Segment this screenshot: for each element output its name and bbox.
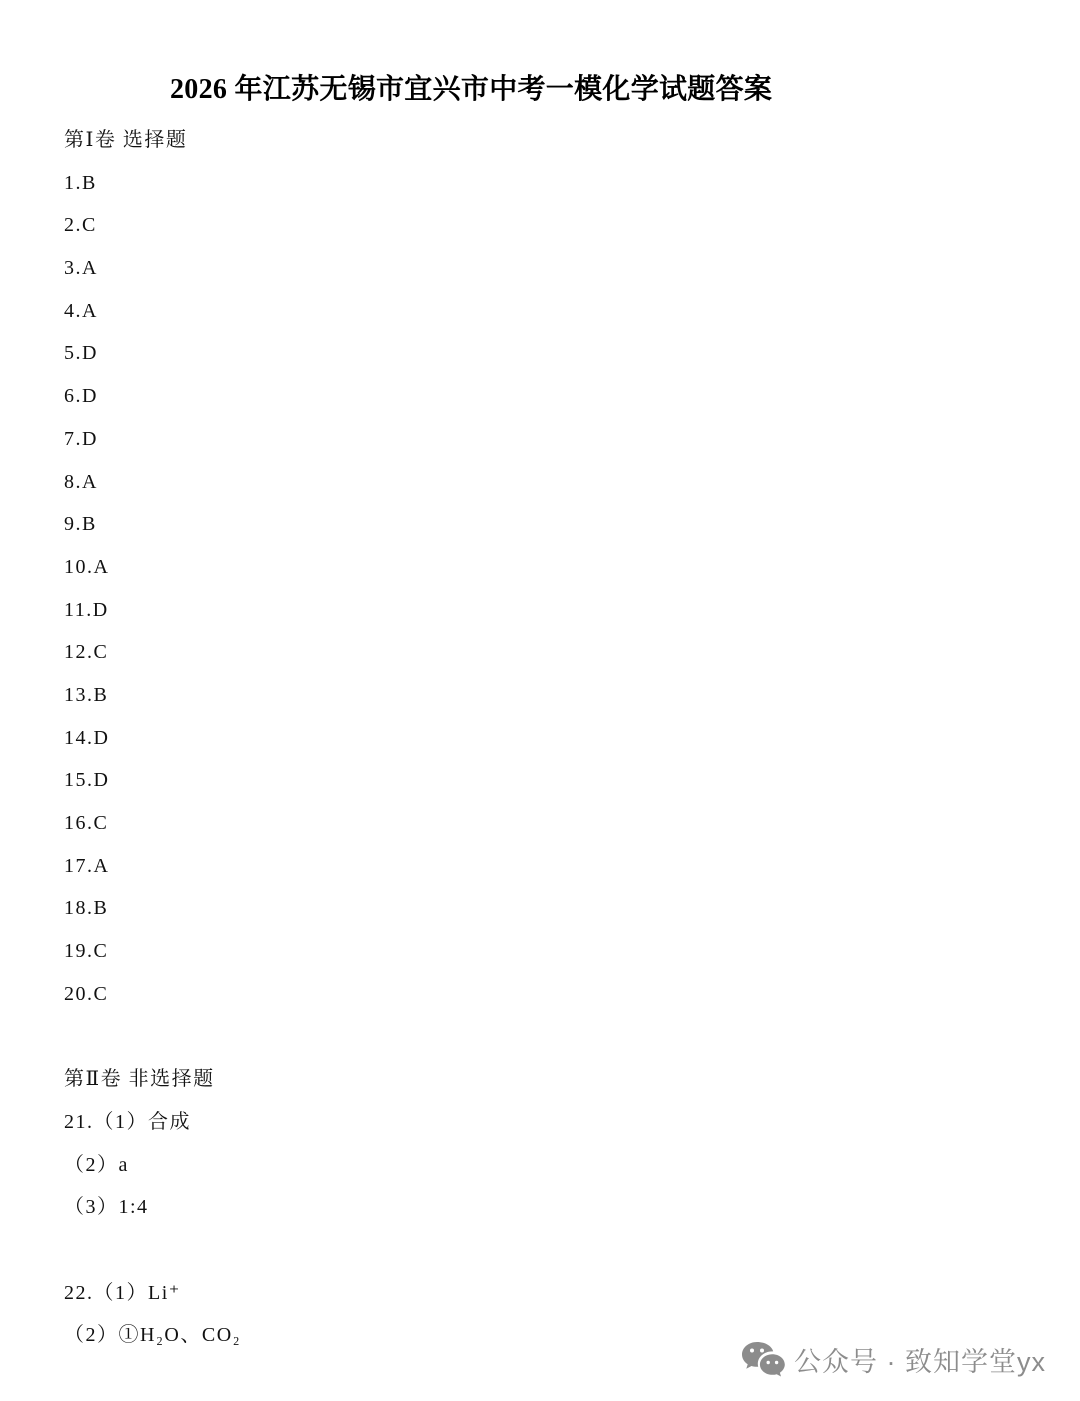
wechat-icon xyxy=(741,1340,785,1378)
answer-item: 12.C xyxy=(64,641,109,664)
watermark xyxy=(741,1339,1046,1379)
q22-line: 22.（1）Li⁺ xyxy=(64,1281,181,1304)
part2-heading: 第Ⅱ卷 非选择题 xyxy=(64,1068,215,1091)
answer-item: 14.D xyxy=(64,726,110,749)
q22-line: （2）①H₂O、CO₂ xyxy=(64,1324,242,1347)
watermark-text: 公众号 · 致知学堂yx xyxy=(794,1346,1046,1377)
answer-item: 5.D xyxy=(64,342,98,365)
q21-line: （3）1:4 xyxy=(64,1196,149,1219)
page-title: 2026 年江苏无锡市宜兴市中考一模化学试题答案 xyxy=(170,74,773,105)
answer-item: 3.A xyxy=(64,257,98,280)
answer-item: 1.B xyxy=(64,171,97,194)
answer-item: 11.D xyxy=(64,598,109,621)
answer-item: 2.C xyxy=(64,214,97,237)
answer-item: 9.B xyxy=(64,513,97,536)
answer-item: 6.D xyxy=(64,385,98,408)
answer-item: 7.D xyxy=(64,427,98,450)
answer-item: 8.A xyxy=(64,470,98,493)
answer-item: 10.A xyxy=(64,555,110,578)
answer-item: 17.A xyxy=(64,854,110,877)
answer-item: 15.D xyxy=(64,769,110,792)
blank-line xyxy=(64,1229,241,1272)
answer-item: 4.A xyxy=(64,299,98,322)
answer-item: 16.C xyxy=(64,812,109,834)
part1-heading: 第Ⅰ卷 选择题 xyxy=(64,129,188,151)
blank-line xyxy=(64,1015,241,1058)
answer-item: 18.B xyxy=(64,897,109,920)
answer-item: 19.C xyxy=(64,940,109,963)
q21-line: 21.（1）合成 xyxy=(64,1110,191,1133)
answer-item: 20.C xyxy=(64,982,109,1005)
answer-item: 13.B xyxy=(64,683,109,706)
answer-content xyxy=(64,119,241,1357)
q21-line: （2）a xyxy=(64,1153,129,1176)
